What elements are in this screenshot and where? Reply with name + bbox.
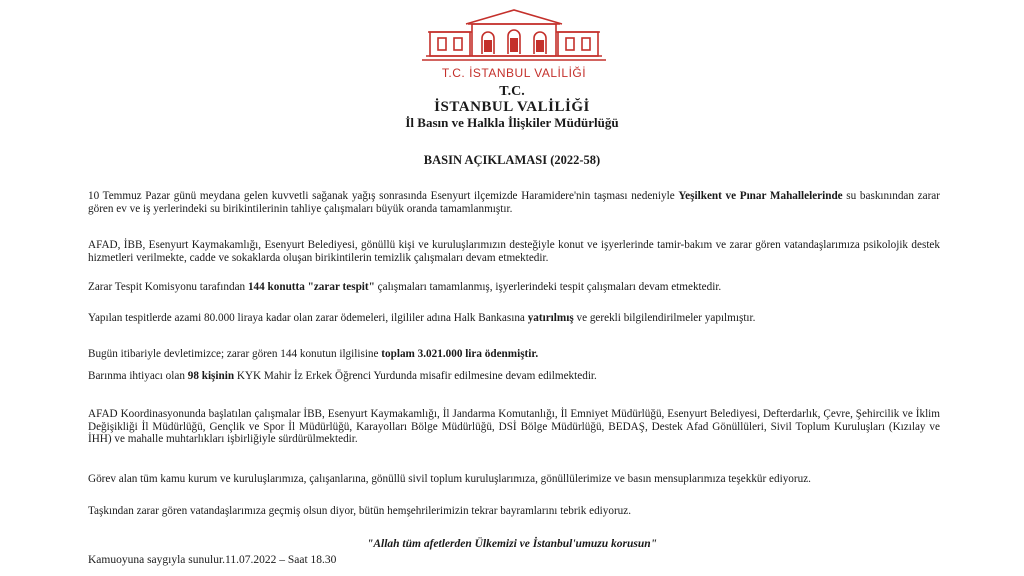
paragraph-text: su baskınından zarar gören ev ve iş yerlerindeki su birikintilerinin tahliye çalışmaları büyük oranda tamamlanmıştır. — [88, 190, 940, 215]
header-governorship: İSTANBUL VALİLİĞİ — [434, 99, 590, 115]
closing-prayer: "Allah tüm afetlerden Ülkemizi ve İstanbul'umuzu korusun" — [366, 538, 658, 550]
bold-text: 98 kişinin — [187, 370, 235, 382]
logo-text: T.C. İSTANBUL VALİLİĞİ — [441, 66, 587, 80]
paragraph-8: Görev alan tüm kamu kurum ve kuruluşlarımıza, çalışanlarına, gönüllü sivil toplum kuruluşlarımıza, gönüllülerimize ve basın mensuplarımıza teşekkür ediyoruz. — [88, 473, 811, 485]
paragraph-1 — [88, 190, 940, 215]
paragraph-9: Taşkından zarar gören vatandaşlarımıza geçmiş olsun diyor, bütün hemşehrilerimizin tekrar bayramlarını tebrik ediyoruz. — [88, 505, 632, 517]
paragraph-7: AFAD Koordinasyonunda başlatılan çalışmalar İBB, Esenyurt Kaymakamlığı, İl Jandarma Komutanlığı, İl Emniyet Müdürlüğü, Esenyurt Belediyesi, Defterdarlık, Çevre, Şehircilik ve İklim Değişikliği İl Müdürlüğü, Gençlik ve Spor İl Müdürlüğü, Karayolları Bölge Müdürlüğü, DSİ Bölge Müdürlüğü, BEDAŞ, Destek Afad Gönüllüleri, Sivil Toplum Kuruluşları (Kızılay ve İHH) ve mahalle muhtarlıkları işbirliğiyle sürdürülmektedir. — [88, 408, 940, 445]
paragraph-6 — [88, 370, 940, 383]
paragraph-2: AFAD, İBB, Esenyurt Kaymakamlığı, Esenyurt Belediyesi, gönüllü kişi ve kuruluşlarımızın desteğiyle konut ve işyerlerinde tamir-bakım ve zarar gören vatandaşlarımıza psikolojik destek hizmetleri verilmekte, cadde ve sokaklarda oluşan birikintilerin temizlik çalışmaları devam etmektedir. — [88, 239, 940, 264]
paragraph-text: Bugün itibariyle devletimizce; zarar gören 144 konutun ilgilisine — [88, 348, 382, 360]
header-directorate: İl Basın ve Halkla İlişkiler Müdürlüğü — [405, 115, 619, 130]
bold-text: Yeşilkent ve Pınar Mahallelerinde — [678, 190, 843, 202]
bold-text: yatırılmış — [527, 312, 574, 324]
header-tc: T.C. — [499, 84, 525, 99]
paragraph-3 — [88, 281, 940, 294]
bold-text: toplam 3.021.000 lira ödenmiştir. — [381, 348, 539, 360]
document-title: BASIN AÇIKLAMASI (2022-58) — [423, 153, 601, 167]
paragraph-text: Yapılan tespitlerde azami 80.000 liraya kadar olan zarar ödemeleri, ilgililer adına Halk Bankasına — [88, 312, 528, 324]
bold-text: 144 konutta "zarar tespit" — [247, 281, 375, 293]
paragraph-5 — [88, 348, 940, 361]
governorship-building-icon — [402, 6, 626, 66]
paragraph-text: Barınma ihtiyacı olan — [88, 370, 188, 382]
signoff-line: Kamuoyuna saygıyla sunulur.11.07.2022 – Saat 18.30 — [88, 554, 337, 566]
paragraph-text: 10 Temmuz Pazar günü meydana gelen kuvvetli sağanak yağış sonrasında Esenyurt ilçemizde Haramidere'nin taşması nedeniyle — [88, 190, 679, 202]
governorship-logo — [402, 6, 626, 80]
paragraph-text: ve gerekli bilgilendirilmeler yapılmıştır. — [573, 312, 756, 324]
paragraph-text: çalışmaları tamamlanmış, işyerlerindeki tespit çalışmaları devam etmektedir. — [374, 281, 722, 293]
paragraph-text: KYK Mahir İz Erkek Öğrenci Yurdunda misafir edilmesine devam edilmektedir. — [234, 370, 597, 382]
paragraph-4 — [88, 312, 940, 325]
paragraph-text: Zarar Tespit Komisyonu tarafından — [88, 281, 248, 293]
